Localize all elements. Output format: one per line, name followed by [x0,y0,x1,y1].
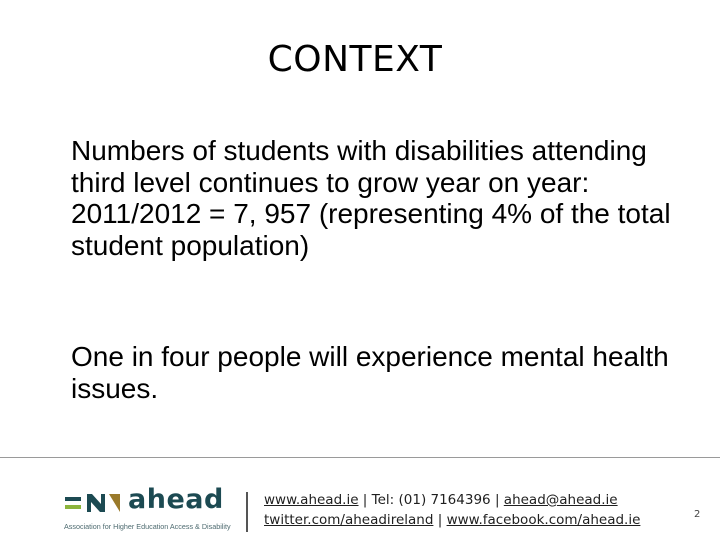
logo-wordmark: ahead [128,484,224,515]
contact-line-1 [264,490,640,510]
footer-contact [264,490,640,530]
ahead-logo-mark-icon [62,490,122,518]
logo-bar-bottom [65,505,81,509]
separator: | [494,492,500,508]
footer-divider-line [0,457,720,458]
paragraph-student-numbers: Numbers of students with disabilities attending third level continues to grow year on year: 2011/2012 = 7, 957 (representing 4% of the total student population) [71,135,671,261]
separator: | [437,512,443,528]
logo-shape-triangle [109,494,120,512]
facebook-link[interactable]: www.facebook.com/ahead.ie [446,512,641,528]
logo-shape-n [87,494,105,512]
email-link[interactable]: ahead@ahead.ie [503,492,618,508]
footer-vertical-divider [246,492,248,532]
logo-tagline: Association for Higher Education Access & Disability [64,522,231,531]
paragraph-mental-health: One in four people will experience mental health issues. [71,341,669,404]
slide-title: CONTEXT [267,39,443,80]
twitter-link[interactable]: twitter.com/aheadireland [264,512,434,528]
telephone-text: Tel: (01) 7164396 [371,492,491,508]
page-number: 2 [694,509,701,520]
separator: | [362,492,368,508]
contact-line-2 [264,510,640,530]
website-link[interactable]: www.ahead.ie [264,492,359,508]
logo-bar-top [65,497,81,501]
ahead-logo [62,484,240,536]
